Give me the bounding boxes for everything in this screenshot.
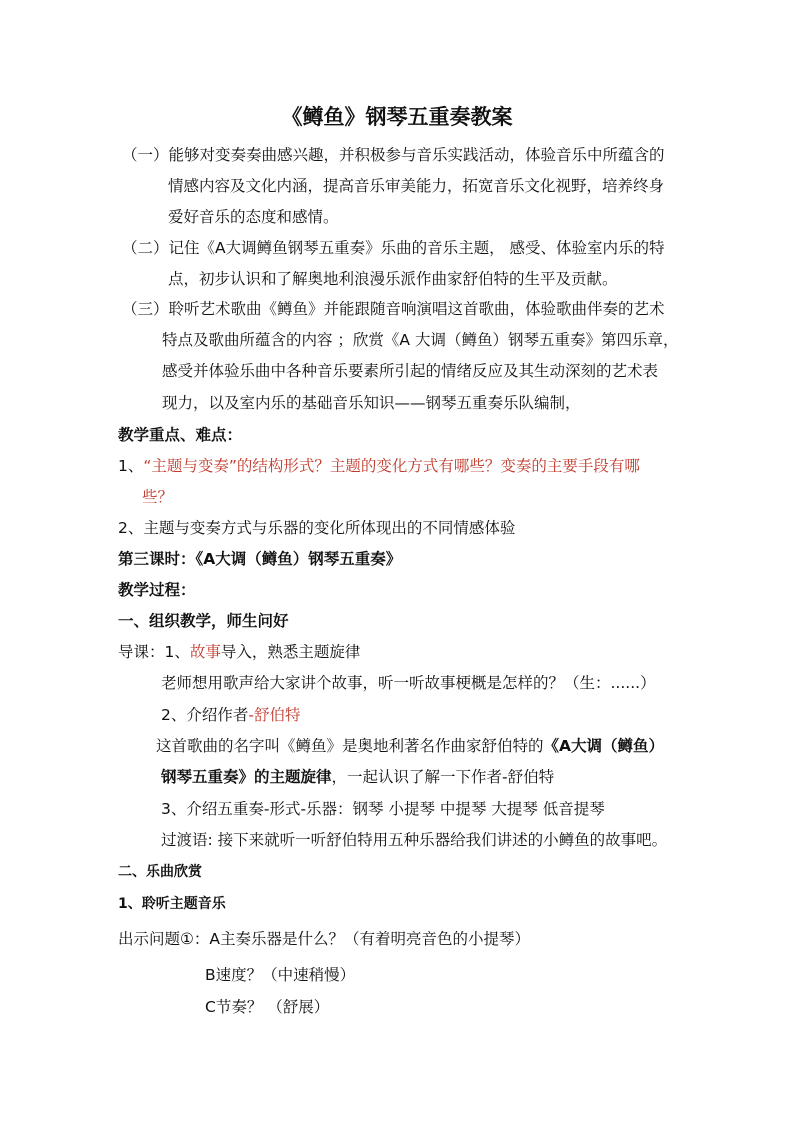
objective-3-line-2: 特点及歌曲所蕴含的内容 ；欣赏《A 大调（鳟鱼）钢琴五重奏》第四乐章， <box>162 331 679 349</box>
song-line-2-bold: 钢琴五重奏》的主题旋律 <box>161 768 332 786</box>
intro-line <box>118 641 360 663</box>
song-line-2 <box>161 766 554 788</box>
objective-1-line-2: 情感内容及文化内涵，提高音乐审美能力，拓宽音乐文化视野，培养终身 <box>168 177 665 195</box>
song-line-2-text: ，一起认识了解一下作者-舒伯特 <box>331 768 555 786</box>
key-point-1-cont: 些？ <box>142 488 174 506</box>
key-point-1 <box>118 455 640 477</box>
objective-3-line-1: （三）聆听艺术歌曲《鳟鱼》并能跟随音响演唱这首歌曲，体验歌曲伴奏的艺术 <box>122 300 665 318</box>
key-points-heading: 教学重点、难点： <box>118 426 243 444</box>
key-point-1-number: 1、 <box>118 457 144 475</box>
section-2-heading: 二、乐曲欣赏 <box>118 864 202 880</box>
objective-1-line-1: （一）能够对变奏奏曲感兴趣，并积极参与音乐实践活动，体验音乐中所蕴含的 <box>122 146 665 164</box>
lesson-heading: 第三课时：《A大调（鳟鱼）钢琴五重奏》 <box>118 550 402 568</box>
song-line-1-text: 这首歌曲的名字叫《鳟鱼》是奥地利著名作曲家舒伯特的 <box>156 737 544 755</box>
process-heading: 教学过程： <box>118 581 196 599</box>
objective-1-line-3: 爱好音乐的态度和感情。 <box>168 208 339 226</box>
section-1-heading: 一、组织教学，师生问好 <box>118 612 289 630</box>
transition-line: 过渡语: 接下来就听一听舒伯特用五种乐器给我们讲述的小鳟鱼的故事吧。 <box>161 831 668 849</box>
composer-line <box>161 704 300 726</box>
objective-3-line-3: 感受并体验乐曲中各种音乐要素所引起的情绪反应及其生动深刻的艺术表 <box>162 362 659 380</box>
key-point-2: 2、主题与变奏方式与乐器的变化所体现出的不同情感体验 <box>118 519 516 537</box>
key-point-1-text: “主题与变奏”的结构形式？主题的变化方式有哪些？变奏的主要手段有哪 <box>143 457 640 475</box>
page-title: 《鳟鱼》钢琴五重奏教案 <box>281 104 513 129</box>
intro-story: 故事 <box>189 643 221 661</box>
song-line-1 <box>156 735 664 757</box>
section-2-sub-1: 1、聆听主题音乐 <box>118 896 226 912</box>
question-b-line: B速度？（中速稍慢） <box>205 966 356 984</box>
objective-3-line-4: 现力，以及室内乐的基础音乐知识——钢琴五重奏乐队编制， <box>162 394 581 412</box>
intro-prefix: 导课：1、 <box>118 643 190 661</box>
composer-name: -舒伯特 <box>248 706 301 724</box>
song-line-1-bold: 《A大调（鳟鱼） <box>543 737 665 755</box>
quintet-line: 3、介绍五重奏-形式-乐器：钢琴 小提琴 中提琴 大提琴 低音提琴 <box>161 800 605 818</box>
story-line: 老师想用歌声给大家讲个故事，听一听故事梗概是怎样的？（生：......） <box>161 674 656 692</box>
intro-suffix: 导入，熟悉主题旋律 <box>220 643 361 661</box>
question-line: 出示问题①：A主奏乐器是什么？（有着明亮音色的小提琴） <box>118 930 531 948</box>
objective-2-line-2: 点，初步认识和了解奥地利浪漫乐派作曲家舒伯特的生平及贡献。 <box>168 270 618 288</box>
composer-prefix: 2、介绍作者 <box>161 706 249 724</box>
question-c-line: C节奏？ （舒展） <box>205 998 330 1016</box>
objective-2-line-1: （二）记住《A大调鳟鱼钢琴五重奏》乐曲的音乐主题， 感受、体验室内乐的特 <box>122 239 665 257</box>
